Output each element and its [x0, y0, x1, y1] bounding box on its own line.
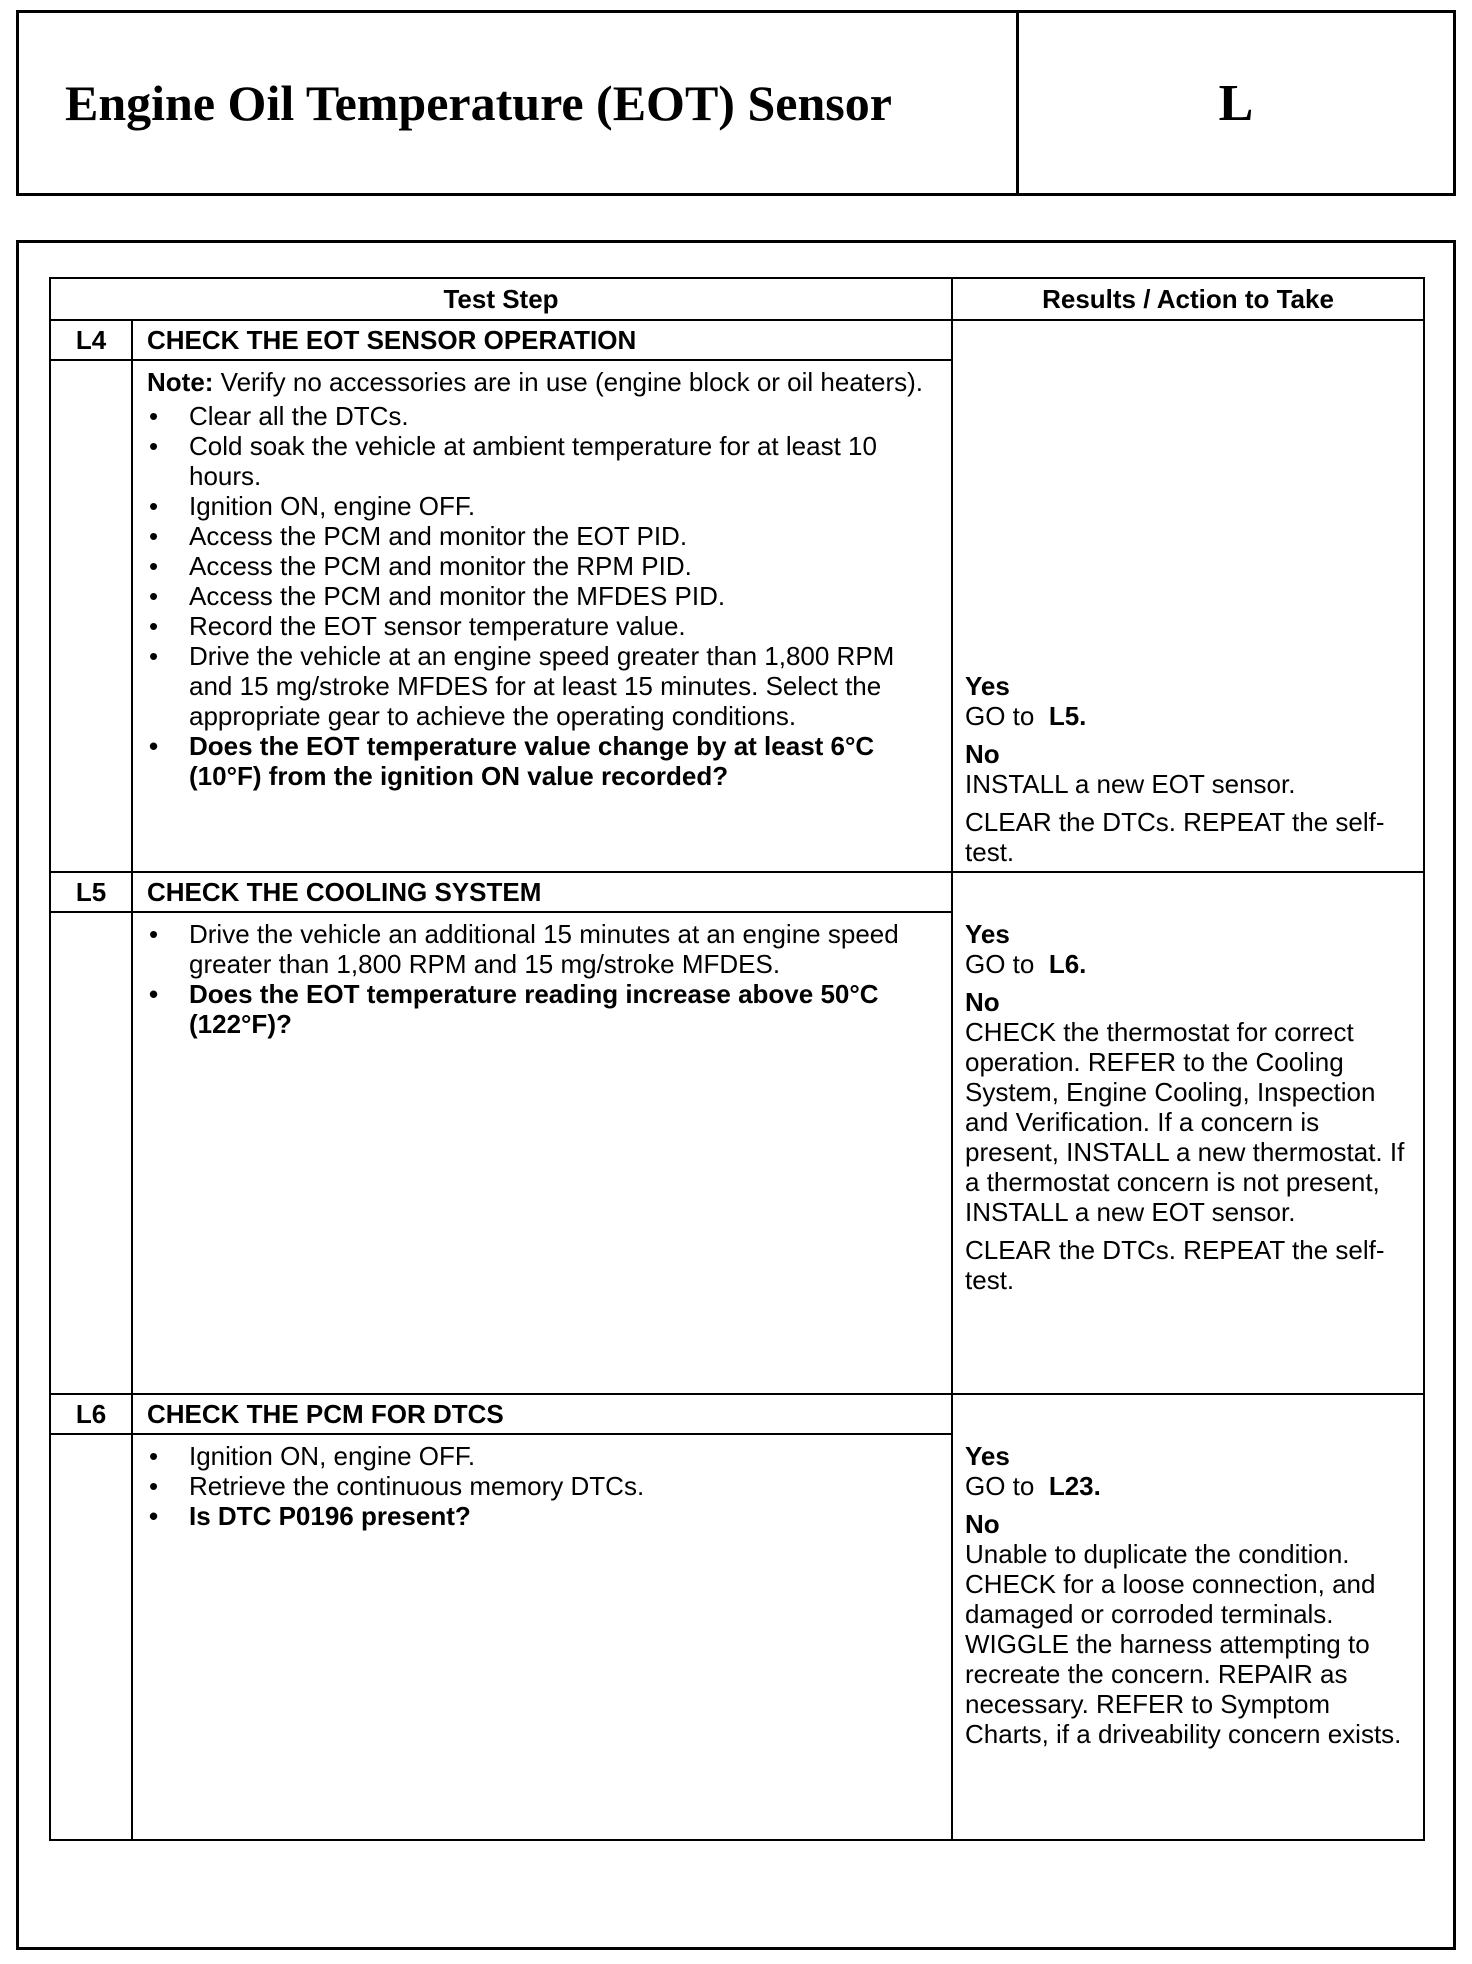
no-label: No	[965, 987, 1000, 1017]
list-item: • Access the PCM and monitor the MFDES PID.	[147, 581, 937, 611]
yes-label: Yes	[965, 1441, 1010, 1471]
step-body	[132, 912, 952, 1394]
step-results	[952, 1394, 1424, 1840]
page-title: Engine Oil Temperature (EOT) Sensor	[19, 13, 1019, 193]
step-title-row	[50, 320, 1424, 360]
step-id: L6	[50, 1394, 132, 1434]
no-action: CLEAR the DTCs. REPEAT the self-test.	[965, 1235, 1385, 1295]
step-results	[952, 320, 1424, 872]
test-step-header: Test Step	[50, 278, 952, 320]
yes-label: Yes	[965, 671, 1010, 701]
yes-action: GO to L6.	[965, 949, 1087, 979]
step-bullet-list	[147, 401, 937, 791]
yes-action: GO to L23.	[965, 1471, 1101, 1501]
list-item: • Ignition ON, engine OFF.	[147, 491, 937, 521]
step-question: • Does the EOT temperature reading increase above 50°C (122°F)?	[147, 979, 937, 1039]
no-action: CLEAR the DTCs. REPEAT the self-test.	[965, 807, 1385, 867]
step-title-row	[50, 1394, 1424, 1434]
list-item: • Drive the vehicle an additional 15 minutes at an engine speed greater than 1,800 RPM and 15 mg/stroke MFDES.	[147, 919, 937, 979]
step-results	[952, 872, 1424, 1394]
step-id: L4	[50, 320, 132, 360]
no-action: CHECK the thermostat for correct operation. REFER to the Cooling System, Engine Cooling, Inspection and Verification. If a concern is present, INSTALL a new thermostat. If a thermostat concern is not present, INSTALL a new EOT sensor.	[965, 1017, 1405, 1227]
no-action: Unable to duplicate the condition. CHECK for a loose connection, and damaged or corroded terminals. WIGGLE the harness attempting to recreate the concern. REPAIR as necessary. REFER to Symptom Charts, if a driveability concern exists.	[965, 1539, 1402, 1749]
yes-target: L23.	[1048, 1471, 1101, 1501]
step-title: CHECK THE PCM FOR DTCS	[132, 1394, 952, 1434]
content-frame	[16, 240, 1456, 1950]
list-item: • Cold soak the vehicle at ambient temperature for at least 10 hours.	[147, 431, 937, 491]
step-id: L5	[50, 872, 132, 912]
section-letter: L	[1218, 74, 1254, 132]
list-item: • Retrieve the continuous memory DTCs.	[147, 1471, 937, 1501]
no-label: No	[965, 739, 1000, 769]
step-title-row	[50, 872, 1424, 912]
step-bullet-list	[147, 1441, 937, 1531]
no-action: INSTALL a new EOT sensor.	[965, 769, 1296, 799]
yes-label: Yes	[965, 919, 1010, 949]
test-step-table	[49, 277, 1425, 1841]
no-label: No	[965, 1509, 1000, 1539]
step-question: • Does the EOT temperature value change by at least 6°C (10°F) from the ignition ON value recorded?	[147, 731, 937, 791]
step-title: CHECK THE COOLING SYSTEM	[132, 872, 952, 912]
step-body	[132, 1434, 952, 1840]
results-header: Results / Action to Take	[952, 278, 1424, 320]
list-item: • Ignition ON, engine OFF.	[147, 1441, 937, 1471]
step-bullet-list	[147, 919, 937, 1039]
yes-action: GO to L5.	[965, 701, 1087, 731]
step-question: • Is DTC P0196 present?	[147, 1501, 937, 1531]
list-item: • Access the PCM and monitor the RPM PID.	[147, 551, 937, 581]
list-item: • Access the PCM and monitor the EOT PID.	[147, 521, 937, 551]
yes-target: L5.	[1048, 701, 1087, 731]
page-header	[16, 10, 1456, 196]
yes-target: L6.	[1048, 949, 1087, 979]
table-header-row	[50, 278, 1424, 320]
step-title: CHECK THE EOT SENSOR OPERATION	[132, 320, 952, 360]
list-item: • Drive the vehicle at an engine speed greater than 1,800 RPM and 15 mg/stroke MFDES for at least 15 minutes. Select the appropriate gear to achieve the operating conditions.	[147, 641, 937, 731]
step-body	[132, 360, 952, 872]
step-note: Note: Verify no accessories are in use (engine block or oil heaters).	[147, 367, 924, 397]
list-item: • Clear all the DTCs.	[147, 401, 937, 431]
list-item: • Record the EOT sensor temperature value.	[147, 611, 937, 641]
